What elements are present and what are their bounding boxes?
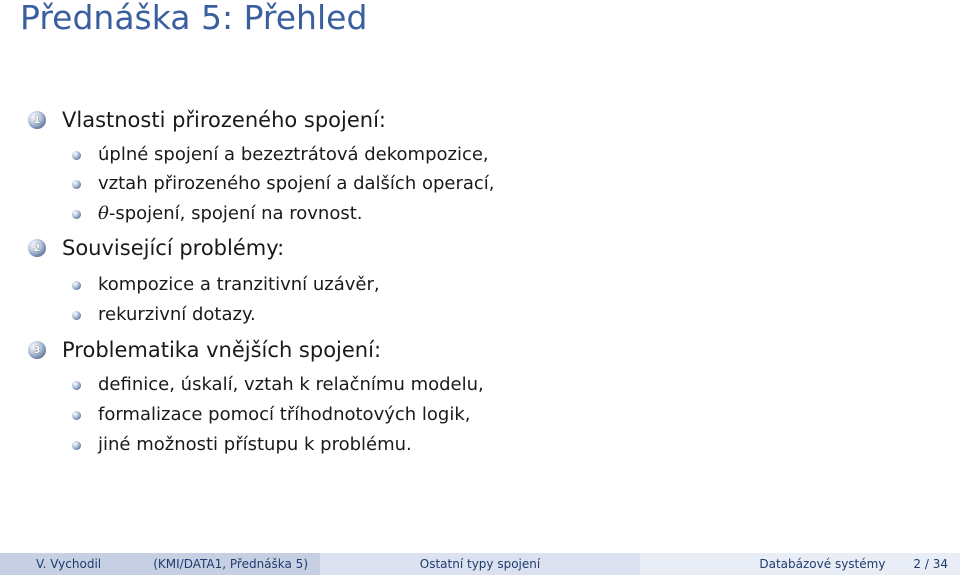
sub-item xyxy=(72,203,363,225)
theta-symbol: θ xyxy=(98,203,109,224)
sub-item-label: rekurzivní dotazy. xyxy=(98,304,256,325)
page-title: Přednáška 5: Přehled xyxy=(20,0,368,37)
footer-bar xyxy=(0,553,960,575)
sub-item xyxy=(72,304,256,326)
sub-item-label: kompozice a tranzitivní uzávěr, xyxy=(98,274,380,295)
list-item-3 xyxy=(28,338,381,362)
footer-author: V. Vychodil xyxy=(36,557,102,571)
number-ball-icon: 3 xyxy=(28,341,46,359)
sub-item-label: jiné možnosti přístupu k problému. xyxy=(98,434,412,455)
sub-item xyxy=(72,404,471,426)
sub-item xyxy=(72,274,380,296)
bullet-icon xyxy=(72,381,81,390)
footer-course: (KMI/DATA1, Přednáška 5) xyxy=(153,557,308,571)
footer-subject: Databázové systémy xyxy=(759,557,886,571)
sub-item-label: -spojení, spojení na rovnost. xyxy=(108,203,363,224)
bullet-icon xyxy=(72,151,81,160)
footer-author-segment xyxy=(0,553,320,575)
sub-item-label: formalizace pomocí tříhodnotových logik, xyxy=(98,404,471,425)
footer-page-number: 2 / 34 xyxy=(913,557,948,571)
footer-section-segment xyxy=(320,553,640,575)
bullet-icon xyxy=(72,311,81,320)
sub-item xyxy=(72,434,412,456)
sub-item xyxy=(72,374,484,396)
sub-item xyxy=(72,144,489,166)
sub-item-label: vztah přirozeného spojení a dalších operací, xyxy=(98,173,495,194)
bullet-icon xyxy=(72,210,81,219)
number-ball-icon: 2 xyxy=(28,239,46,257)
bullet-icon xyxy=(72,180,81,189)
bullet-icon xyxy=(72,411,81,420)
list-item-label: Související problémy: xyxy=(62,236,285,260)
bullet-icon xyxy=(72,281,81,290)
sub-item xyxy=(72,173,495,195)
footer-section: Ostatní typy spojení xyxy=(419,557,541,571)
list-item-2 xyxy=(28,236,284,260)
list-item-label: Vlastnosti přirozeného spojení: xyxy=(62,108,387,132)
sub-item-label: úplné spojení a bezeztrátová dekompozice, xyxy=(98,144,489,165)
list-item-label: Problematika vnějších spojení: xyxy=(62,338,382,362)
number-ball-icon: 1 xyxy=(28,111,46,129)
list-item-1 xyxy=(28,108,386,132)
footer-subject-segment xyxy=(640,553,960,575)
sub-item-label: definice, úskalí, vztah k relačnímu modelu, xyxy=(98,374,484,395)
bullet-icon xyxy=(72,441,81,450)
